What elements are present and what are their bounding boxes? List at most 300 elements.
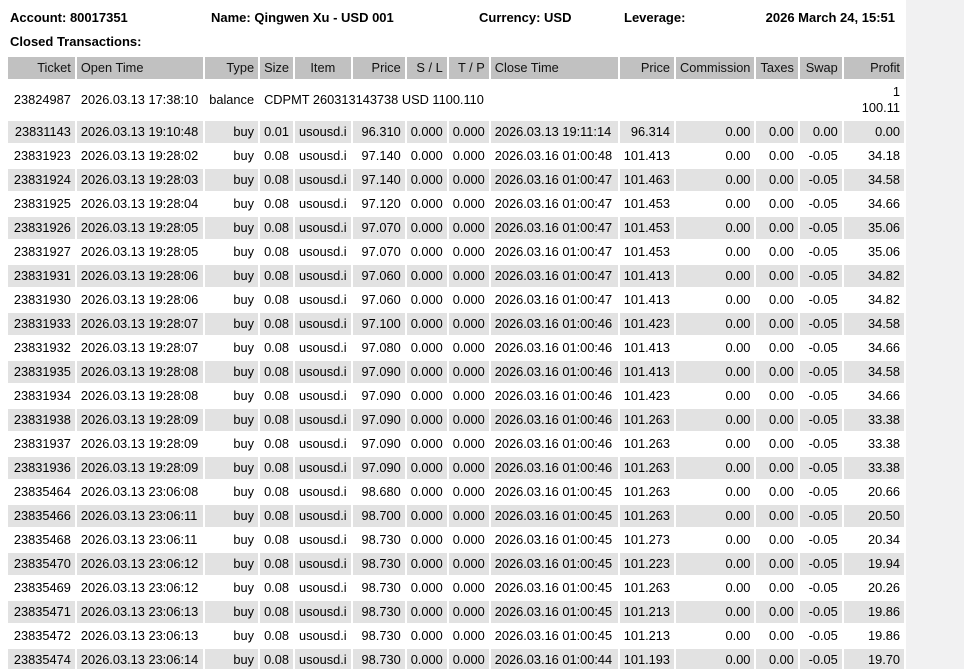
cell-tp: 0.000 <box>449 529 489 551</box>
cell-commission: 0.00 <box>676 169 754 191</box>
cell-close-time: 2026.03.16 01:00:47 <box>491 289 618 311</box>
cell-profit: 34.66 <box>844 385 904 407</box>
column-header-close-time: Close Time <box>491 57 618 79</box>
cell-taxes <box>756 81 797 119</box>
cell-size: 0.08 <box>260 361 293 383</box>
transaction-row <box>8 409 904 431</box>
cell-close-price: 101.453 <box>620 241 674 263</box>
cell-ticket: 23831925 <box>8 193 75 215</box>
cell-ticket: 23831933 <box>8 313 75 335</box>
column-header-size: Size <box>260 57 293 79</box>
cell-taxes: 0.00 <box>756 313 797 335</box>
cell-close-time: 2026.03.16 01:00:46 <box>491 457 618 479</box>
cell-profit: 33.38 <box>844 457 904 479</box>
cell-ticket: 23831931 <box>8 265 75 287</box>
cell-item: usousd.i <box>295 193 351 215</box>
cell-open-price: 98.680 <box>353 481 405 503</box>
cell-close-price: 101.453 <box>620 217 674 239</box>
cell-taxes: 0.00 <box>756 241 797 263</box>
cell-sl: 0.000 <box>407 169 447 191</box>
cell-taxes: 0.00 <box>756 121 797 143</box>
cell-ticket: 23831932 <box>8 337 75 359</box>
cell-close-time: 2026.03.16 01:00:46 <box>491 313 618 335</box>
transaction-row <box>8 529 904 551</box>
table-body <box>8 81 904 669</box>
cell-close-time: 2026.03.16 01:00:47 <box>491 217 618 239</box>
cell-size: 0.08 <box>260 481 293 503</box>
cell-swap: -0.05 <box>800 289 842 311</box>
cell-close-price: 101.263 <box>620 481 674 503</box>
cell-sl: 0.000 <box>407 529 447 551</box>
table-head <box>8 57 904 79</box>
cell-profit: 33.38 <box>844 433 904 455</box>
cell-type: buy <box>205 577 258 599</box>
cell-open-price: 97.070 <box>353 217 405 239</box>
cell-swap: -0.05 <box>800 361 842 383</box>
cell-commission <box>676 81 754 119</box>
cell-open-price: 98.730 <box>353 553 405 575</box>
cell-open-time: 2026.03.13 19:28:09 <box>77 433 203 455</box>
cell-type: buy <box>205 145 258 167</box>
cell-ticket: 23835474 <box>8 649 75 669</box>
cell-close-price: 101.423 <box>620 385 674 407</box>
cell-profit: 34.66 <box>844 193 904 215</box>
cell-commission: 0.00 <box>676 649 754 669</box>
cell-profit: 34.66 <box>844 337 904 359</box>
cell-balance-description: CDPMT 260313143738 USD 1100.110 <box>260 81 618 119</box>
cell-sl: 0.000 <box>407 241 447 263</box>
cell-taxes: 0.00 <box>756 529 797 551</box>
closed-transactions-table <box>6 55 906 669</box>
cell-item: usousd.i <box>295 553 351 575</box>
cell-ticket: 23835471 <box>8 601 75 623</box>
cell-type: buy <box>205 241 258 263</box>
cell-ticket: 23831927 <box>8 241 75 263</box>
cell-profit: 34.58 <box>844 313 904 335</box>
report-header <box>0 0 906 55</box>
cell-size: 0.08 <box>260 289 293 311</box>
cell-sl: 0.000 <box>407 457 447 479</box>
cell-taxes: 0.00 <box>756 553 797 575</box>
cell-open-price: 97.060 <box>353 265 405 287</box>
cell-commission: 0.00 <box>676 577 754 599</box>
cell-close-time: 2026.03.16 01:00:47 <box>491 241 618 263</box>
cell-ticket: 23831930 <box>8 289 75 311</box>
cell-size: 0.08 <box>260 625 293 647</box>
cell-type: buy <box>205 505 258 527</box>
cell-taxes: 0.00 <box>756 289 797 311</box>
cell-close-price: 96.314 <box>620 121 674 143</box>
cell-taxes: 0.00 <box>756 625 797 647</box>
cell-close-time: 2026.03.16 01:00:46 <box>491 409 618 431</box>
cell-open-time: 2026.03.13 23:06:08 <box>77 481 203 503</box>
cell-open-time: 2026.03.13 19:28:04 <box>77 193 203 215</box>
cell-profit: 34.82 <box>844 265 904 287</box>
transaction-row <box>8 265 904 287</box>
cell-tp: 0.000 <box>449 145 489 167</box>
cell-open-price: 97.140 <box>353 169 405 191</box>
cell-close-price: 101.193 <box>620 649 674 669</box>
transaction-row <box>8 553 904 575</box>
cell-profit: 20.66 <box>844 481 904 503</box>
cell-type: buy <box>205 433 258 455</box>
cell-open-price: 97.120 <box>353 193 405 215</box>
cell-tp: 0.000 <box>449 193 489 215</box>
cell-open-time: 2026.03.13 23:06:12 <box>77 553 203 575</box>
cell-type: balance <box>205 81 258 119</box>
cell-taxes: 0.00 <box>756 193 797 215</box>
cell-tp: 0.000 <box>449 505 489 527</box>
transaction-row <box>8 577 904 599</box>
cell-close-time: 2026.03.16 01:00:45 <box>491 481 618 503</box>
cell-tp: 0.000 <box>449 385 489 407</box>
cell-close-time: 2026.03.16 01:00:44 <box>491 649 618 669</box>
cell-profit: 19.86 <box>844 625 904 647</box>
cell-swap: -0.05 <box>800 169 842 191</box>
cell-sl: 0.000 <box>407 217 447 239</box>
cell-tp: 0.000 <box>449 577 489 599</box>
cell-sl: 0.000 <box>407 505 447 527</box>
cell-open-time: 2026.03.13 17:38:10 <box>77 81 203 119</box>
cell-tp: 0.000 <box>449 169 489 191</box>
transaction-row <box>8 601 904 623</box>
cell-swap <box>800 81 842 119</box>
cell-item: usousd.i <box>295 265 351 287</box>
cell-item: usousd.i <box>295 505 351 527</box>
cell-type: buy <box>205 553 258 575</box>
cell-swap: -0.05 <box>800 481 842 503</box>
cell-sl: 0.000 <box>407 601 447 623</box>
cell-swap: -0.05 <box>800 385 842 407</box>
cell-profit: 34.58 <box>844 169 904 191</box>
cell-commission: 0.00 <box>676 121 754 143</box>
cell-sl: 0.000 <box>407 481 447 503</box>
cell-close-price: 101.263 <box>620 409 674 431</box>
cell-open-time: 2026.03.13 19:28:03 <box>77 169 203 191</box>
cell-ticket: 23835464 <box>8 481 75 503</box>
column-header-open-price: Price <box>353 57 405 79</box>
cell-size: 0.08 <box>260 145 293 167</box>
cell-sl: 0.000 <box>407 361 447 383</box>
transaction-row <box>8 337 904 359</box>
cell-swap: -0.05 <box>800 145 842 167</box>
cell-close-time: 2026.03.16 01:00:46 <box>491 361 618 383</box>
cell-size: 0.08 <box>260 553 293 575</box>
cell-tp: 0.000 <box>449 121 489 143</box>
cell-close-price: 101.263 <box>620 433 674 455</box>
column-header-swap: Swap <box>800 57 842 79</box>
cell-commission: 0.00 <box>676 241 754 263</box>
cell-taxes: 0.00 <box>756 481 797 503</box>
cell-swap: 0.00 <box>800 121 842 143</box>
cell-open-price: 97.090 <box>353 409 405 431</box>
cell-tp: 0.000 <box>449 649 489 669</box>
cell-size: 0.08 <box>260 217 293 239</box>
cell-open-price: 98.700 <box>353 505 405 527</box>
cell-taxes: 0.00 <box>756 385 797 407</box>
cell-open-price: 98.730 <box>353 625 405 647</box>
cell-commission: 0.00 <box>676 289 754 311</box>
cell-commission: 0.00 <box>676 145 754 167</box>
cell-taxes: 0.00 <box>756 649 797 669</box>
cell-size: 0.08 <box>260 529 293 551</box>
cell-close-price: 101.413 <box>620 265 674 287</box>
cell-commission: 0.00 <box>676 409 754 431</box>
cell-taxes: 0.00 <box>756 169 797 191</box>
transaction-row <box>8 433 904 455</box>
cell-item: usousd.i <box>295 481 351 503</box>
transaction-row <box>8 289 904 311</box>
cell-item: usousd.i <box>295 313 351 335</box>
cell-size: 0.08 <box>260 601 293 623</box>
cell-commission: 0.00 <box>676 217 754 239</box>
cell-ticket: 23835468 <box>8 529 75 551</box>
cell-type: buy <box>205 169 258 191</box>
cell-close-price: 101.463 <box>620 169 674 191</box>
cell-sl: 0.000 <box>407 337 447 359</box>
cell-close-time: 2026.03.16 01:00:45 <box>491 529 618 551</box>
cell-swap: -0.05 <box>800 601 842 623</box>
cell-profit: 0.00 <box>844 121 904 143</box>
cell-ticket: 23835470 <box>8 553 75 575</box>
cell-commission: 0.00 <box>676 529 754 551</box>
cell-commission: 0.00 <box>676 553 754 575</box>
cell-open-price: 97.070 <box>353 241 405 263</box>
cell-item: usousd.i <box>295 649 351 669</box>
cell-close-price: 101.263 <box>620 577 674 599</box>
cell-taxes: 0.00 <box>756 361 797 383</box>
cell-commission: 0.00 <box>676 625 754 647</box>
cell-close-price: 101.423 <box>620 313 674 335</box>
cell-open-time: 2026.03.13 19:28:09 <box>77 457 203 479</box>
cell-tp: 0.000 <box>449 289 489 311</box>
cell-close-price: 101.213 <box>620 625 674 647</box>
cell-ticket: 23831935 <box>8 361 75 383</box>
cell-open-time: 2026.03.13 19:28:08 <box>77 361 203 383</box>
cell-sl: 0.000 <box>407 193 447 215</box>
cell-close-time: 2026.03.16 01:00:46 <box>491 385 618 407</box>
cell-close-price: 101.413 <box>620 337 674 359</box>
cell-ticket: 23831924 <box>8 169 75 191</box>
cell-taxes: 0.00 <box>756 601 797 623</box>
cell-ticket: 23831938 <box>8 409 75 431</box>
cell-open-time: 2026.03.13 19:28:07 <box>77 337 203 359</box>
cell-sl: 0.000 <box>407 313 447 335</box>
cell-size: 0.08 <box>260 457 293 479</box>
cell-swap: -0.05 <box>800 529 842 551</box>
cell-open-price: 98.730 <box>353 601 405 623</box>
cell-ticket: 23835469 <box>8 577 75 599</box>
cell-tp: 0.000 <box>449 313 489 335</box>
cell-close-time: 2026.03.16 01:00:45 <box>491 577 618 599</box>
cell-size: 0.08 <box>260 265 293 287</box>
cell-swap: -0.05 <box>800 649 842 669</box>
cell-open-time: 2026.03.13 23:06:13 <box>77 625 203 647</box>
cell-ticket: 23831934 <box>8 385 75 407</box>
cell-item: usousd.i <box>295 169 351 191</box>
cell-size: 0.08 <box>260 241 293 263</box>
cell-tp: 0.000 <box>449 361 489 383</box>
cell-type: buy <box>205 337 258 359</box>
cell-type: buy <box>205 265 258 287</box>
cell-commission: 0.00 <box>676 313 754 335</box>
cell-open-time: 2026.03.13 23:06:11 <box>77 529 203 551</box>
cell-swap: -0.05 <box>800 409 842 431</box>
cell-item: usousd.i <box>295 217 351 239</box>
currency-info: Currency: USD <box>479 10 572 25</box>
cell-swap: -0.05 <box>800 265 842 287</box>
cell-commission: 0.00 <box>676 361 754 383</box>
transaction-row <box>8 481 904 503</box>
cell-type: buy <box>205 481 258 503</box>
cell-type: buy <box>205 217 258 239</box>
cell-commission: 0.00 <box>676 481 754 503</box>
cell-type: buy <box>205 361 258 383</box>
cell-sl: 0.000 <box>407 625 447 647</box>
cell-open-price: 97.090 <box>353 433 405 455</box>
cell-swap: -0.05 <box>800 193 842 215</box>
cell-item: usousd.i <box>295 241 351 263</box>
cell-type: buy <box>205 289 258 311</box>
cell-commission: 0.00 <box>676 505 754 527</box>
cell-close-time: 2026.03.16 01:00:45 <box>491 553 618 575</box>
cell-close-time: 2026.03.16 01:00:45 <box>491 505 618 527</box>
cell-size: 0.08 <box>260 313 293 335</box>
cell-sl: 0.000 <box>407 265 447 287</box>
cell-taxes: 0.00 <box>756 217 797 239</box>
cell-commission: 0.00 <box>676 385 754 407</box>
cell-close-price: 101.413 <box>620 289 674 311</box>
cell-close-price: 101.223 <box>620 553 674 575</box>
leverage-info: Leverage: <box>624 10 686 25</box>
cell-open-time: 2026.03.13 23:06:14 <box>77 649 203 669</box>
cell-size: 0.08 <box>260 433 293 455</box>
cell-tp: 0.000 <box>449 241 489 263</box>
cell-open-price: 97.140 <box>353 145 405 167</box>
cell-tp: 0.000 <box>449 601 489 623</box>
cell-sl: 0.000 <box>407 385 447 407</box>
cell-open-time: 2026.03.13 19:28:08 <box>77 385 203 407</box>
cell-open-time: 2026.03.13 19:28:09 <box>77 409 203 431</box>
cell-taxes: 0.00 <box>756 457 797 479</box>
cell-sl: 0.000 <box>407 145 447 167</box>
cell-open-time: 2026.03.13 19:28:05 <box>77 241 203 263</box>
cell-item: usousd.i <box>295 145 351 167</box>
cell-commission: 0.00 <box>676 193 754 215</box>
cell-open-price: 97.090 <box>353 361 405 383</box>
cell-tp: 0.000 <box>449 553 489 575</box>
cell-size: 0.08 <box>260 169 293 191</box>
cell-taxes: 0.00 <box>756 409 797 431</box>
cell-type: buy <box>205 409 258 431</box>
cell-open-price: 97.100 <box>353 313 405 335</box>
cell-commission: 0.00 <box>676 457 754 479</box>
cell-item: usousd.i <box>295 577 351 599</box>
cell-sl: 0.000 <box>407 649 447 669</box>
transaction-row <box>8 121 904 143</box>
cell-commission: 0.00 <box>676 433 754 455</box>
cell-profit: 35.06 <box>844 217 904 239</box>
cell-type: buy <box>205 385 258 407</box>
cell-type: buy <box>205 121 258 143</box>
cell-item: usousd.i <box>295 601 351 623</box>
cell-size: 0.08 <box>260 409 293 431</box>
cell-sl: 0.000 <box>407 409 447 431</box>
cell-ticket: 23831926 <box>8 217 75 239</box>
transaction-row <box>8 217 904 239</box>
cell-commission: 0.00 <box>676 265 754 287</box>
cell-close-time: 2026.03.16 01:00:45 <box>491 601 618 623</box>
cell-type: buy <box>205 313 258 335</box>
cell-open-time: 2026.03.13 19:28:07 <box>77 313 203 335</box>
cell-tp: 0.000 <box>449 409 489 431</box>
column-header-open-time: Open Time <box>77 57 203 79</box>
transaction-row <box>8 625 904 647</box>
cell-tp: 0.000 <box>449 481 489 503</box>
cell-close-price: 101.453 <box>620 193 674 215</box>
cell-tp: 0.000 <box>449 433 489 455</box>
cell-close-time: 2026.03.16 01:00:45 <box>491 625 618 647</box>
cell-size: 0.08 <box>260 337 293 359</box>
cell-profit: 33.38 <box>844 409 904 431</box>
cell-sl: 0.000 <box>407 433 447 455</box>
cell-open-price: 98.730 <box>353 529 405 551</box>
cell-open-price: 98.730 <box>353 577 405 599</box>
cell-commission: 0.00 <box>676 601 754 623</box>
cell-profit: 19.94 <box>844 553 904 575</box>
cell-taxes: 0.00 <box>756 145 797 167</box>
cell-ticket: 23831937 <box>8 433 75 455</box>
cell-item: usousd.i <box>295 385 351 407</box>
cell-size: 0.01 <box>260 121 293 143</box>
cell-open-price: 96.310 <box>353 121 405 143</box>
cell-tp: 0.000 <box>449 625 489 647</box>
cell-size: 0.08 <box>260 505 293 527</box>
transaction-row <box>8 385 904 407</box>
cell-swap: -0.05 <box>800 553 842 575</box>
cell-swap: -0.05 <box>800 625 842 647</box>
cell-item: usousd.i <box>295 361 351 383</box>
cell-close-time: 2026.03.16 01:00:47 <box>491 265 618 287</box>
cell-taxes: 0.00 <box>756 433 797 455</box>
cell-size: 0.08 <box>260 577 293 599</box>
cell-close-price <box>620 81 674 119</box>
cell-type: buy <box>205 649 258 669</box>
transaction-row <box>8 145 904 167</box>
transaction-row <box>8 505 904 527</box>
cell-close-price: 101.263 <box>620 505 674 527</box>
cell-close-price: 101.263 <box>620 457 674 479</box>
cell-open-time: 2026.03.13 23:06:12 <box>77 577 203 599</box>
balance-profit-value: 1 100.11 <box>861 84 900 115</box>
column-header-taxes: Taxes <box>756 57 797 79</box>
transaction-row <box>8 193 904 215</box>
cell-close-time: 2026.03.16 01:00:48 <box>491 145 618 167</box>
cell-profit: 20.34 <box>844 529 904 551</box>
cell-tp: 0.000 <box>449 265 489 287</box>
column-header-profit: Profit <box>844 57 904 79</box>
cell-ticket: 23835466 <box>8 505 75 527</box>
cell-close-price: 101.213 <box>620 601 674 623</box>
transaction-row <box>8 361 904 383</box>
cell-profit: 20.26 <box>844 577 904 599</box>
transaction-row <box>8 169 904 191</box>
cell-swap: -0.05 <box>800 241 842 263</box>
cell-ticket: 23835472 <box>8 625 75 647</box>
cell-tp: 0.000 <box>449 337 489 359</box>
name-info: Name: Qingwen Xu - USD 001 <box>211 10 394 25</box>
cell-taxes: 0.00 <box>756 505 797 527</box>
